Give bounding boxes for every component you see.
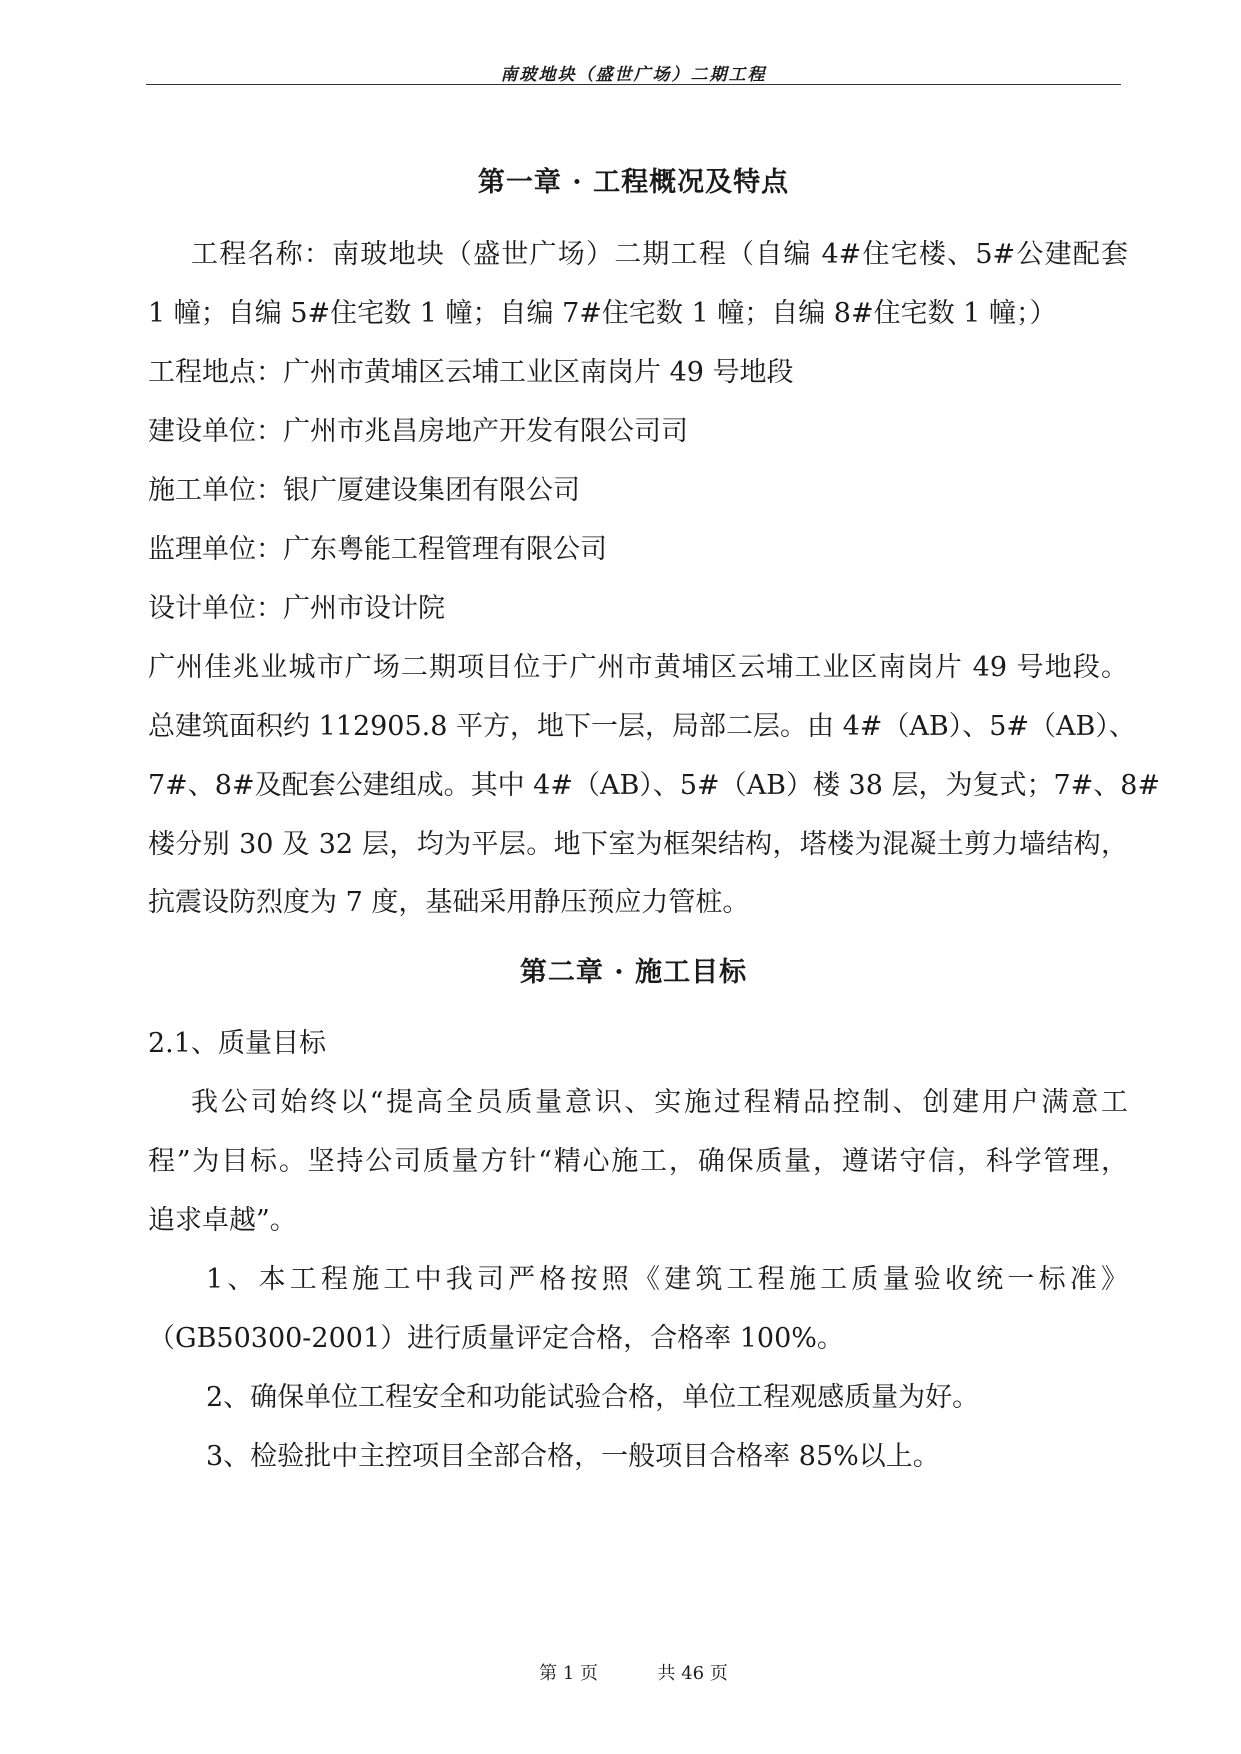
quality-item-1: 1、本工程施工中我司严格按照《建筑工程施工质量验收统一标准》 xyxy=(206,1264,1128,1295)
quality-item-3: 3、检验批中主控项目全部合格，一般项目合格率 85%以上。 xyxy=(206,1441,940,1472)
supervisor-unit: 监理单位：广东粤能工程管理有限公司 xyxy=(148,534,607,565)
header-rule xyxy=(146,84,1121,85)
overview-line: 广州佳兆业城市广场二期项目位于广州市黄埔区云埔工业区南岗片 49 号地段。 xyxy=(148,652,1128,683)
project-location: 工程地点：广州市黄埔区云埔工业区南岗片 49 号地段 xyxy=(148,357,794,388)
quality-item-1-cont: （GB50300-2001）进行质量评定合格，合格率 100%。 xyxy=(148,1323,844,1354)
project-name-cont: 1 幢；自编 5#住宅数 1 幢；自编 7#住宅数 1 幢；自编 8#住宅数 1 幢；） xyxy=(148,298,1057,329)
project-name-line: 工程名称：南玻地块（盛世广场）二期工程（自编 4#住宅楼、5#公建配套 xyxy=(191,239,1128,270)
page-number: 第 1 页 xyxy=(539,1663,599,1684)
overview-line: 总建筑面积约 112905.8 平方，地下一层，局部二层。由 4#（AB）、5#（AB）、 xyxy=(148,711,1136,742)
quality-paragraph-line: 我公司始终以“提高全员质量意识、实施过程精品控制、创建用户满意工 xyxy=(191,1087,1128,1118)
running-header: 南玻地块（盛世广场）二期工程 xyxy=(500,65,767,85)
overview-line: 楼分别 30 及 32 层，均为平层。地下室为框架结构，塔楼为混凝土剪力墙结构， xyxy=(148,829,1128,860)
overview-line: 抗震设防烈度为 7 度，基础采用静压预应力管桩。 xyxy=(148,887,750,918)
chapter-2-title: 第二章 · 施工目标 xyxy=(519,957,748,988)
quality-item-2: 2、确保单位工程安全和功能试验合格，单位工程观感质量为好。 xyxy=(206,1382,980,1413)
design-unit: 设计单位：广州市设计院 xyxy=(148,593,445,624)
overview-line: 7#、8#及配套公建组成。其中 4#（AB）、5#（AB）楼 38 层，为复式；7#、8# xyxy=(148,770,1161,801)
client-unit: 建设单位：广州市兆昌房地产开发有限公司司 xyxy=(148,416,688,447)
page-footer xyxy=(146,1659,1121,1685)
quality-paragraph-line: 追求卓越”。 xyxy=(148,1205,297,1236)
quality-paragraph-line: 程”为目标。坚持公司质量方针“精心施工，确保质量，遵诺守信，科学管理， xyxy=(148,1146,1128,1177)
section-2-1-title: 2.1、质量目标 xyxy=(148,1028,326,1059)
contractor-unit: 施工单位：银广厦建设集团有限公司 xyxy=(148,475,580,506)
page-total: 共 46 页 xyxy=(657,1663,728,1684)
chapter-1-title: 第一章 · 工程概况及特点 xyxy=(477,167,790,198)
